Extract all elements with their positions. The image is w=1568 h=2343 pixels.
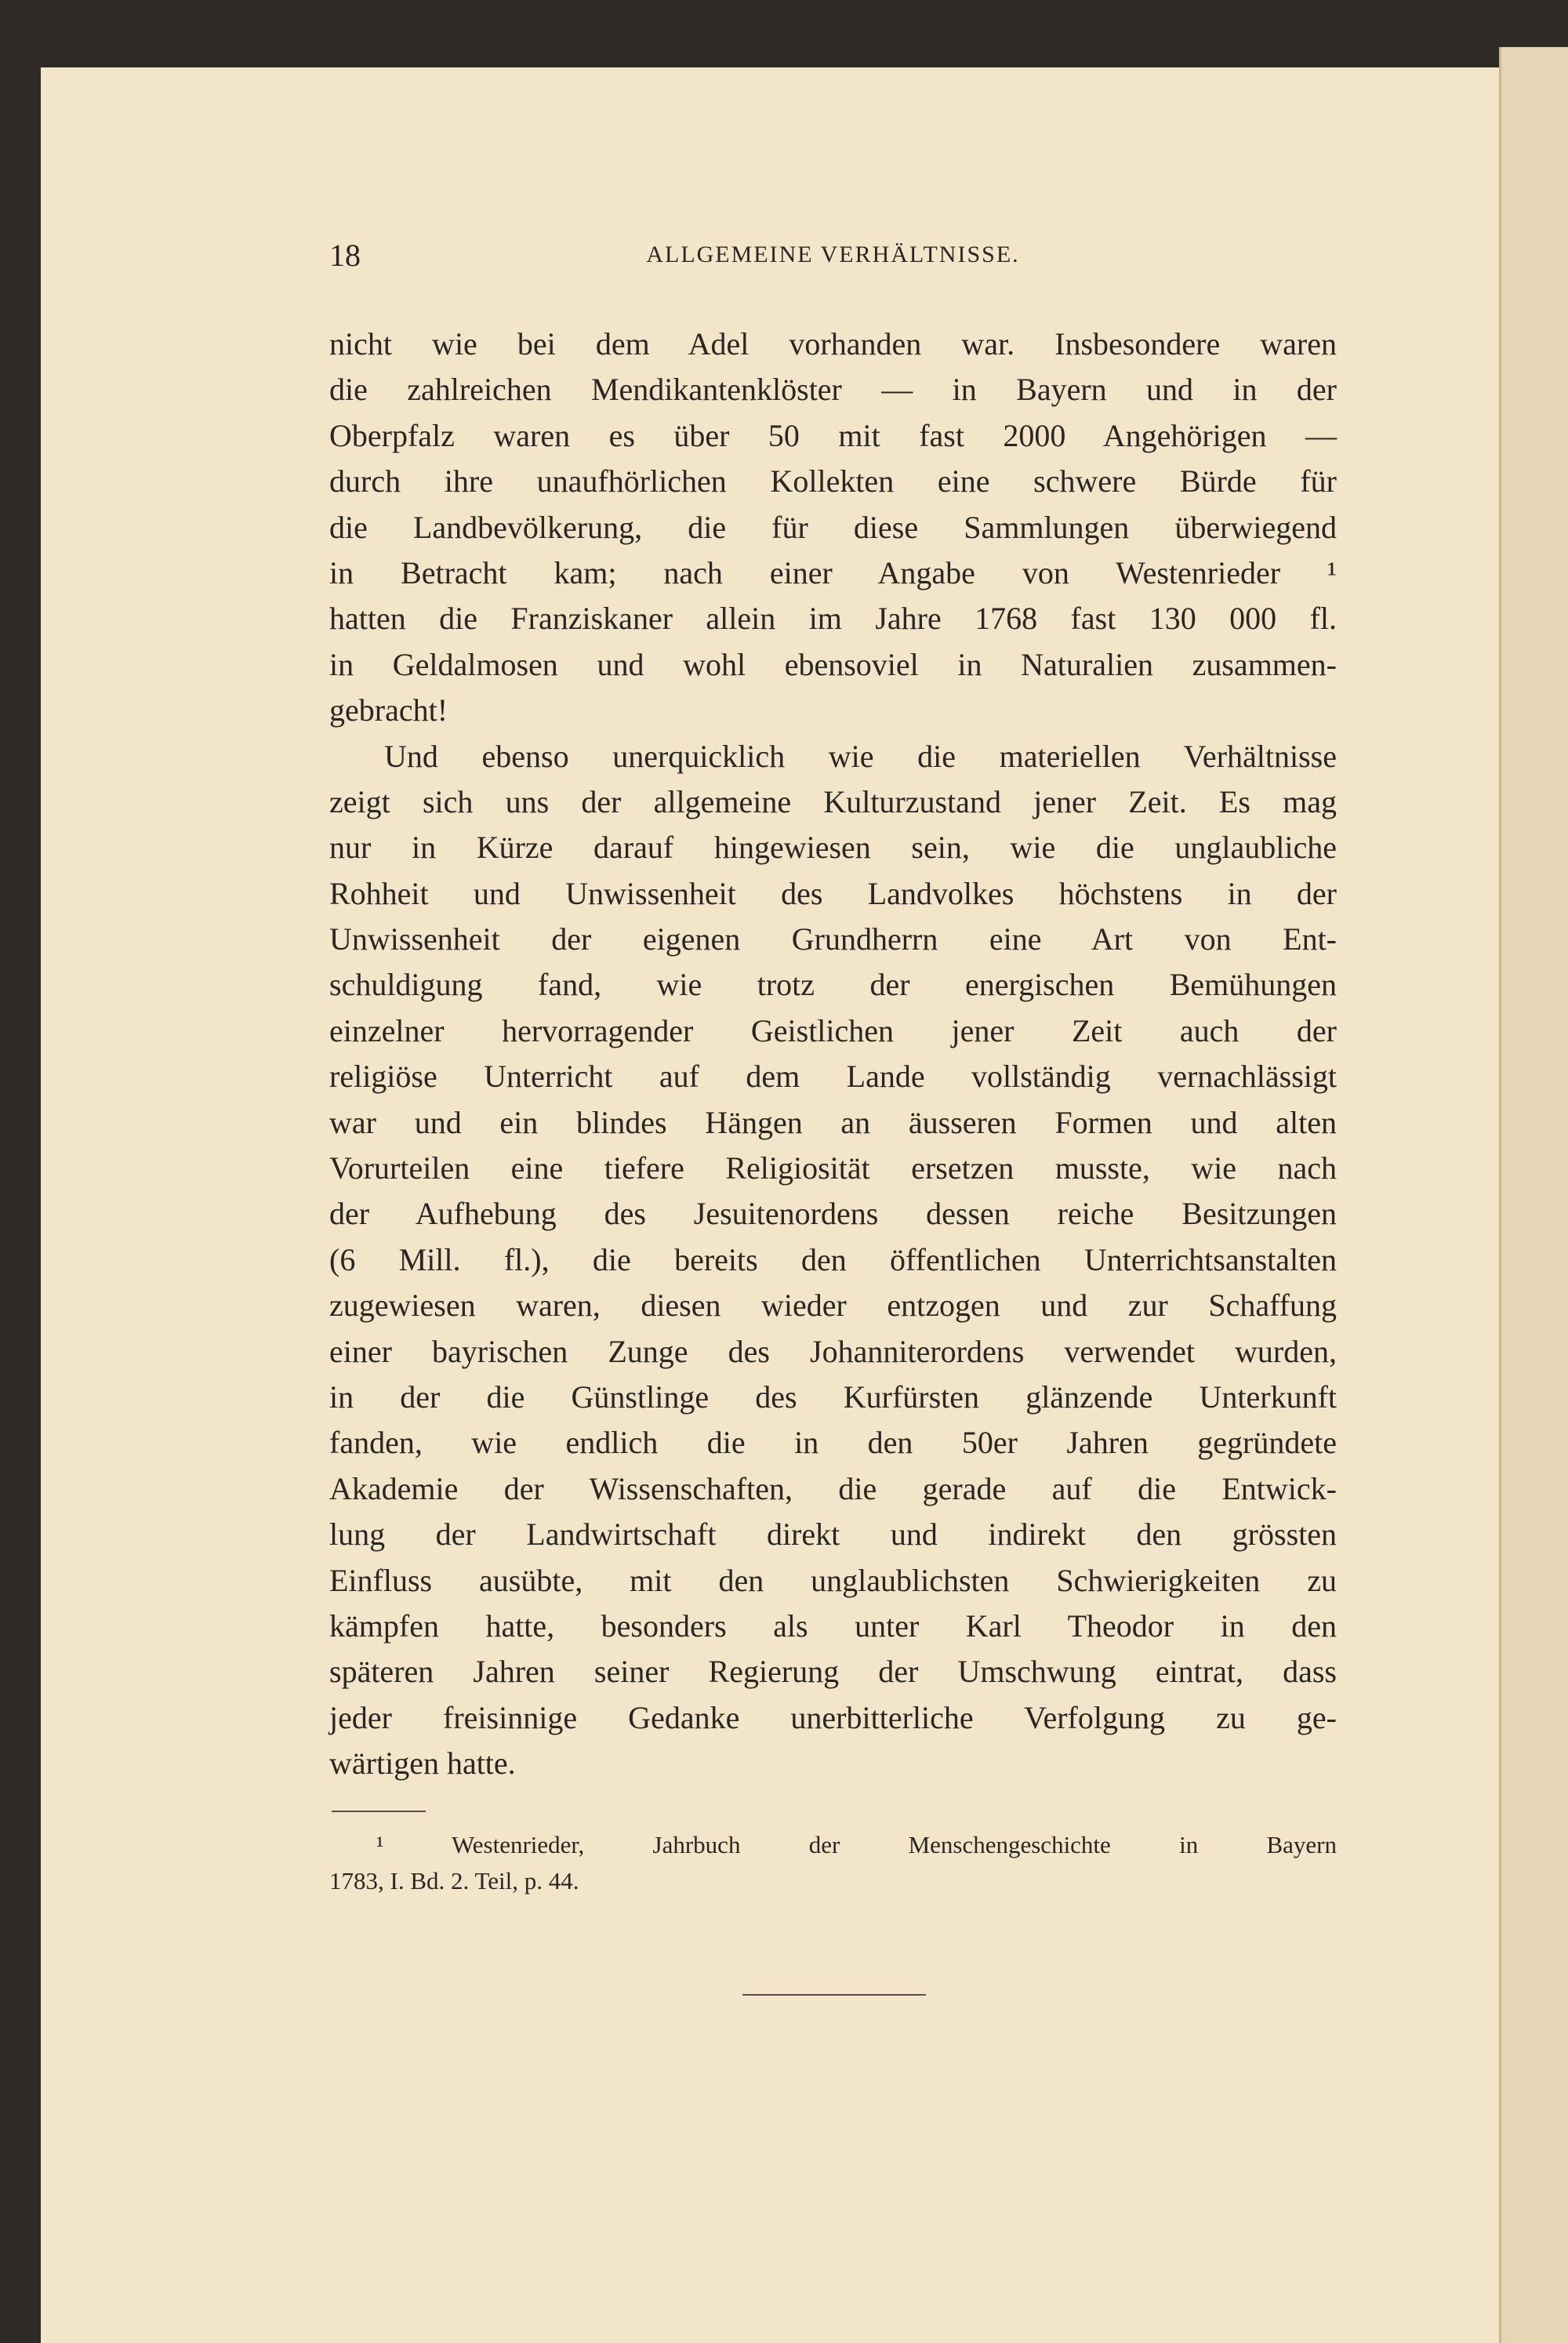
text-line: in Geldalmosen und wohl ebensoviel in Naturalien zusammen- [329, 646, 1337, 682]
text-line: Und ebenso unerquicklich wie die materiellen Verhältnisse [384, 738, 1337, 774]
footnote-divider [332, 1811, 426, 1812]
text-line: nicht wie bei dem Adel vorhanden war. Insbesondere waren [329, 326, 1337, 361]
text-line: einer bayrischen Zunge des Johanniterordens verwendet wurden, [329, 1333, 1337, 1369]
text-line: der Aufhebung des Jesuitenordens dessen reiche Besitzungen [329, 1196, 1337, 1232]
text-line: Akademie der Wissenschaften, die gerade auf die Entwick- [329, 1470, 1337, 1506]
text-line: gebracht! [329, 692, 448, 728]
next-page-edge [1499, 47, 1568, 2343]
text-line: war und ein blindes Hängen an äusseren Formen und alten [329, 1104, 1337, 1140]
text-line: schuldigung fand, wie trotz der energischen Bemühungen [329, 967, 1337, 1003]
text-line: die zahlreichen Mendikantenklöster — in Bayern und in der [329, 372, 1337, 408]
text-line: durch ihre unaufhörlichen Kollekten eine schwere Bürde für [329, 463, 1337, 499]
text-line: hatten die Franziskaner allein im Jahre 1768 fast 130 000 fl. [329, 601, 1337, 637]
text-line: in Betracht kam; nach einer Angabe von Westenrieder ¹ [329, 554, 1337, 590]
text-line: zugewiesen waren, diesen wieder entzogen und zur Schaffung [329, 1288, 1337, 1324]
footnote [329, 1827, 1337, 1899]
footnote-line: ¹ Westenrieder, Jahrbuch der Menschengeschichte in Bayern [376, 1831, 1337, 1858]
end-divider [742, 1994, 926, 1996]
text-line: einzelner hervorragender Geistlichen jener Zeit auch der [329, 1012, 1337, 1048]
text-line: Oberpfalz waren es über 50 mit fast 2000 Angehörigen — [329, 417, 1337, 453]
text-line: nur in Kürze darauf hingewiesen sein, wie die unglaubliche [329, 830, 1337, 866]
text-line: jeder freisinnige Gedanke unerbitterliche Verfolgung zu ge- [329, 1699, 1337, 1735]
footnote-line: 1783, I. Bd. 2. Teil, p. 44. [329, 1867, 579, 1894]
text-line: Vorurteilen eine tiefere Religiosität ersetzen musste, wie nach [329, 1150, 1337, 1186]
page-header [329, 237, 1337, 276]
text-line: die Landbevölkerung, die für diese Sammlungen überwiegend [329, 509, 1337, 545]
text-line: in der die Günstlinge des Kurfürsten glänzende Unterkunft [329, 1379, 1337, 1415]
text-line: lung der Landwirtschaft direkt und indirekt den grössten [329, 1517, 1337, 1553]
text-line: religiöse Unterricht auf dem Lande vollständig vernachlässigt [329, 1059, 1337, 1095]
text-line: wärtigen hatte. [329, 1745, 516, 1782]
text-line: (6 Mill. fl.), die bereits den öffentlichen Unterrichtsanstalten [329, 1241, 1337, 1277]
text-line: späteren Jahren seiner Regierung der Umschwung eintrat, dass [329, 1654, 1337, 1690]
body-text [329, 321, 1337, 1787]
text-line: fanden, wie endlich die in den 50er Jahren gegründete [329, 1425, 1337, 1461]
text-line: kämpfen hatte, besonders als unter Karl Theodor in den [329, 1607, 1337, 1644]
text-line: Unwissenheit der eigenen Grundherrn eine Art von Ent- [329, 921, 1337, 957]
running-title: ALLGEMEINE VERHÄLTNISSE. [646, 242, 1020, 267]
text-line: Einfluss ausübte, mit den unglaublichsten Schwierigkeiten zu [329, 1562, 1337, 1598]
text-line: zeigt sich uns der allgemeine Kulturzustand jener Zeit. Es mag [329, 783, 1337, 819]
page-number: 18 [329, 238, 361, 273]
text-line: Rohheit und Unwissenheit des Landvolkes höchstens in der [329, 875, 1337, 911]
